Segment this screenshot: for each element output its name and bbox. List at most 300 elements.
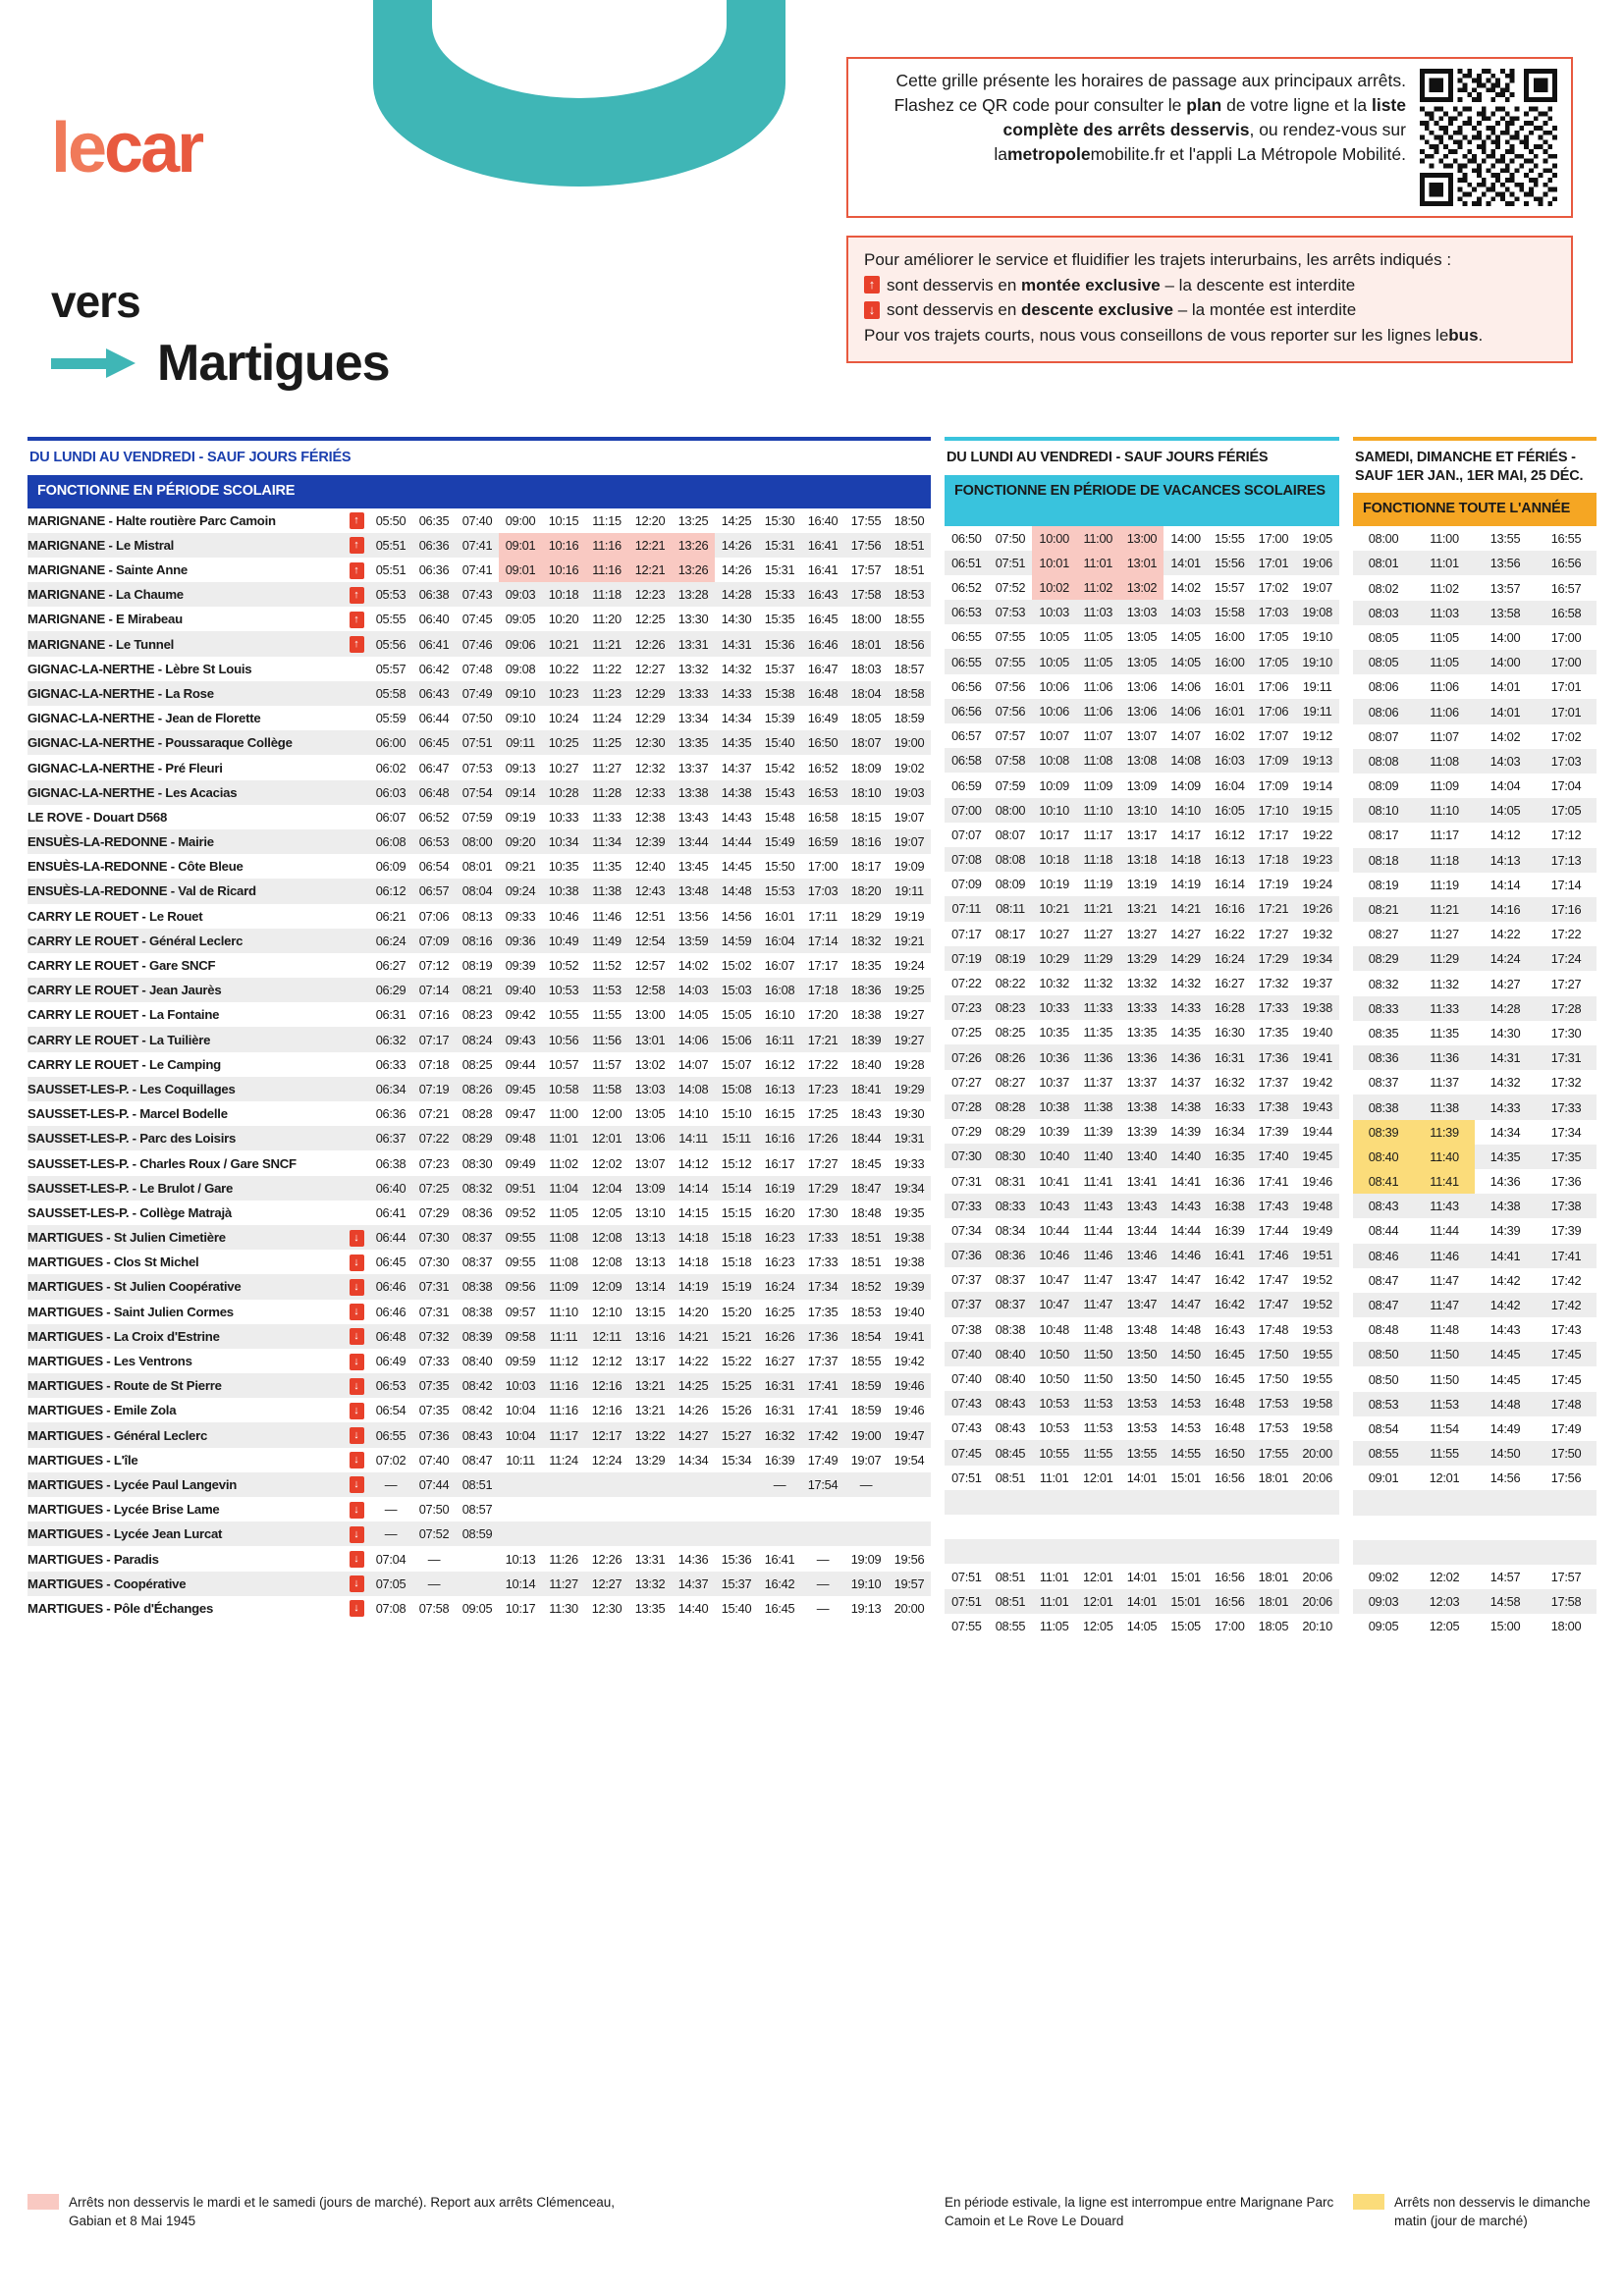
departure-time: 05:58 — [375, 685, 406, 701]
departure-time: 09:55 — [505, 1230, 536, 1246]
departure-time: 11:08 — [1083, 753, 1113, 769]
departure-time: 11:18 — [592, 587, 622, 603]
departure-time: 17:01 — [1550, 704, 1582, 720]
departure-time: 06:00 — [375, 735, 406, 751]
table-row — [27, 755, 931, 779]
departure-time: 11:47 — [1083, 1297, 1113, 1312]
descente-exclusive-icon: ↓ — [344, 1225, 369, 1250]
table-row — [1353, 873, 1597, 897]
table-row — [1353, 946, 1597, 971]
departure-time: 15:14 — [721, 1180, 752, 1196]
departure-time: 07:05 — [375, 1575, 406, 1591]
departure-time: 19:03 — [893, 784, 925, 800]
departure-time: 10:47 — [1039, 1272, 1069, 1288]
departure-time: 13:06 — [1126, 703, 1158, 719]
departure-time: 12:12 — [591, 1354, 623, 1369]
departure-time: 08:50 — [1368, 1347, 1399, 1362]
departure-time: 07:57 — [995, 728, 1026, 744]
departure-time: 13:10 — [1126, 802, 1158, 818]
departure-time: 17:33 — [807, 1230, 839, 1246]
departure-time: 16:43 — [1215, 1321, 1245, 1337]
departure-time: 07:50 — [461, 711, 493, 726]
departure-time: 15:15 — [721, 1204, 752, 1220]
departure-time: 15:05 — [721, 1007, 752, 1023]
departure-time: 08:17 — [1368, 828, 1399, 843]
departure-time: 18:45 — [850, 1155, 882, 1171]
departure-time: 08:37 — [461, 1230, 493, 1246]
departure-time: 19:56 — [893, 1551, 925, 1567]
departure-time: 11:05 — [549, 1204, 578, 1220]
table-row — [27, 1002, 931, 1027]
departure-time — [1536, 1540, 1597, 1565]
departure-time: 11:27 — [549, 1575, 578, 1591]
departure-time: 19:38 — [893, 1230, 925, 1246]
departure-time: 08:01 — [1368, 556, 1399, 571]
table-row — [1353, 1021, 1597, 1045]
departure-time — [844, 1522, 888, 1546]
departure-time: 06:12 — [375, 883, 406, 899]
departure-time: 15:22 — [721, 1354, 752, 1369]
departure-time: 14:01 — [1170, 555, 1201, 570]
departure-time: 08:01 — [461, 859, 493, 875]
departure-time: 17:17 — [807, 958, 839, 974]
departure-time: 08:00 — [461, 834, 493, 850]
departure-time: 14:07 — [1170, 728, 1201, 744]
departure-time: 19:08 — [1302, 605, 1332, 620]
departure-time: 17:58 — [850, 587, 882, 603]
departure-time: 07:32 — [418, 1328, 450, 1344]
departure-time: 09:13 — [505, 760, 536, 775]
departure-time: 14:21 — [677, 1328, 709, 1344]
departure-time: 09:01 — [499, 533, 542, 558]
departure-time: 07:43 — [951, 1396, 982, 1412]
info-bold-plan: plan — [1186, 94, 1222, 115]
qr-code-icon[interactable] — [1420, 69, 1557, 206]
departure-time: 14:15 — [677, 1204, 709, 1220]
table-row — [1353, 699, 1597, 723]
departure-time: 13:43 — [677, 809, 709, 825]
departure-time: 11:55 — [1430, 1446, 1459, 1462]
departure-time: 08:27 — [1368, 927, 1399, 942]
departure-time: 14:09 — [1170, 777, 1201, 793]
departure-time — [585, 1472, 628, 1497]
departure-time: 11:58 — [592, 1081, 622, 1096]
stop-name: SAUSSET-LES-P. - Charles Roux / Gare SNCF — [27, 1155, 297, 1171]
table-row — [1353, 1045, 1597, 1070]
no-pictogram — [344, 879, 369, 903]
departure-time: 10:50 — [1039, 1371, 1069, 1387]
departure-time: 14:44 — [1170, 1222, 1201, 1238]
departure-time: 17:36 — [807, 1328, 839, 1344]
departure-time: 13:16 — [634, 1328, 666, 1344]
departure-time: 17:34 — [807, 1279, 839, 1295]
departure-time: 14:02 — [677, 958, 709, 974]
departure-time: 17:26 — [807, 1131, 839, 1147]
departure-time: 10:06 — [1039, 703, 1069, 719]
departure-time: 19:38 — [893, 1255, 925, 1270]
stop-name: GIGNAC-LA-NERTHE - Lèbre St Louis — [27, 661, 252, 676]
stop-name: SAUSSET-LES-P. - Parc des Loisirs — [27, 1131, 237, 1147]
departure-time: 16:25 — [764, 1304, 795, 1319]
departure-time: 08:18 — [1368, 852, 1399, 868]
departure-time: 12:57 — [634, 958, 666, 974]
departure-time: 12:23 — [634, 587, 666, 603]
departure-time: 10:27 — [1039, 926, 1069, 941]
departure-time: 14:01 — [1489, 679, 1521, 695]
departure-time: 11:53 — [1083, 1396, 1113, 1412]
departure-time: 18:57 — [893, 661, 925, 676]
info-bold-metropole: metropole — [1006, 143, 1091, 164]
departure-time: 13:15 — [634, 1304, 666, 1319]
departure-time: 09:06 — [505, 636, 536, 652]
departure-time: 14:46 — [1170, 1248, 1201, 1263]
departure-time: 15:30 — [764, 512, 795, 528]
departure-time: 09:39 — [505, 958, 536, 974]
departure-time: 07:00 — [951, 802, 982, 818]
departure-time: 17:05 — [1258, 654, 1289, 669]
departure-time: 07:40 — [418, 1452, 450, 1468]
departure-time: 09:45 — [505, 1081, 536, 1096]
departure-time: 13:28 — [677, 587, 709, 603]
departure-time: 14:06 — [1170, 703, 1201, 719]
departure-time: 14:38 — [721, 784, 752, 800]
departure-time — [945, 1539, 989, 1564]
departure-time: 10:04 — [505, 1427, 536, 1443]
departure-time: 14:44 — [721, 834, 752, 850]
logo-le: le — [51, 109, 105, 187]
departure-time: — — [773, 1476, 786, 1492]
stop-name: CARRY LE ROUET - La Fontaine — [27, 1007, 220, 1023]
departure-time: 13:09 — [1126, 777, 1158, 793]
table-row — [27, 1052, 931, 1077]
departure-time: 18:55 — [893, 612, 925, 627]
departure-time: 13:37 — [677, 760, 709, 775]
departure-time: 07:41 — [461, 537, 493, 553]
departure-time: 10:46 — [1039, 1248, 1069, 1263]
departure-time: 17:00 — [1258, 530, 1289, 546]
table-row — [945, 1391, 1339, 1415]
departure-time — [1475, 1540, 1536, 1565]
departure-time: 07:45 — [461, 612, 493, 627]
departure-time: 17:23 — [807, 1081, 839, 1096]
departure-time: 17:22 — [1550, 927, 1582, 942]
departure-time: — — [427, 1551, 441, 1567]
table-row — [1353, 1366, 1597, 1391]
qr-info-text — [862, 69, 1406, 166]
departure-time: 11:50 — [1430, 1347, 1459, 1362]
departure-time: 15:01 — [1170, 1593, 1201, 1609]
departure-time: 17:02 — [1258, 580, 1289, 596]
departure-time: 08:34 — [995, 1222, 1026, 1238]
departure-time: 16:32 — [764, 1427, 795, 1443]
departure-time: 16:48 — [1215, 1420, 1245, 1436]
departure-time: — — [816, 1551, 830, 1567]
departure-time: 11:09 — [1430, 778, 1459, 794]
departure-time — [1252, 1515, 1296, 1539]
departure-time: 17:03 — [1258, 605, 1289, 620]
departure-time: 10:47 — [1039, 1297, 1069, 1312]
departure-time: 11:05 — [1083, 629, 1113, 645]
departure-time: 10:46 — [548, 908, 579, 924]
departure-time: 18:10 — [850, 784, 882, 800]
stop-name: MARTIGUES - La Croix d'Estrine — [27, 1328, 220, 1344]
descente-exclusive-icon: ↓ — [344, 1572, 369, 1596]
departure-time: 11:09 — [1083, 777, 1113, 793]
departure-time: 12:01 — [1429, 1470, 1460, 1486]
departure-time: 12:26 — [634, 636, 666, 652]
footnote-sunday — [1353, 2194, 1608, 2231]
departure-time: 19:11 — [894, 883, 924, 899]
departure-time: 14:31 — [721, 636, 752, 652]
departure-time: 18:20 — [850, 883, 882, 899]
montee-exclusive-icon: ↑ — [344, 508, 369, 533]
table-row — [945, 1614, 1339, 1638]
departure-time: 14:06 — [1170, 678, 1201, 694]
departure-time: 06:57 — [418, 883, 450, 899]
info-part-3: , ou rendez-vous sur la — [994, 119, 1406, 164]
departure-time: 07:09 — [418, 933, 450, 948]
departure-time: 18:40 — [850, 1056, 882, 1072]
stop-name: MARTIGUES - Emile Zola — [27, 1403, 177, 1418]
table-row — [27, 1422, 931, 1447]
departure-time: 14:02 — [1489, 728, 1521, 744]
footnote-a-text: Arrêts non desservis le mardi et le samedi (jours de marché). Report aux arrêts Clémenceau, Gabian et 8 Mai 1945 — [69, 2195, 615, 2228]
departure-time: 08:28 — [995, 1098, 1026, 1114]
departure-time: 14:02 — [1170, 580, 1201, 596]
departure-time: 07:31 — [418, 1304, 450, 1319]
departure-time: 15:31 — [764, 562, 795, 578]
departure-time: 15:19 — [721, 1279, 752, 1295]
departure-time: 13:02 — [634, 1056, 666, 1072]
departure-time: 11:07 — [1430, 728, 1459, 744]
departure-time: 11:16 — [549, 1378, 578, 1394]
departure-time — [1295, 1539, 1339, 1564]
table-row — [945, 1119, 1339, 1144]
departure-time: 17:27 — [807, 1155, 839, 1171]
table-row — [945, 526, 1339, 551]
departure-time: 06:55 — [375, 1427, 406, 1443]
departure-time: 14:35 — [721, 735, 752, 751]
departure-time: 09:56 — [505, 1279, 536, 1295]
departure-time: 07:40 — [461, 512, 493, 528]
schedule-table-vacances — [945, 526, 1339, 1638]
departure-time — [1353, 1490, 1414, 1515]
departure-time: 17:55 — [850, 512, 882, 528]
stop-name: CARRY LE ROUET - Jean Jaurès — [27, 983, 222, 998]
departure-time: 17:32 — [1258, 976, 1289, 991]
departure-time: 19:40 — [893, 1304, 925, 1319]
departure-time: 08:40 — [995, 1346, 1026, 1362]
stop-name: MARTIGUES - Les Ventrons — [27, 1354, 192, 1369]
departure-time: 10:53 — [548, 983, 579, 998]
departure-time: 07:43 — [461, 587, 493, 603]
departure-time: 15:20 — [721, 1304, 752, 1319]
departure-time: 14:53 — [1170, 1420, 1201, 1436]
departure-time: 07:33 — [951, 1198, 982, 1213]
departure-time — [715, 1472, 758, 1497]
table-row — [945, 1366, 1339, 1391]
departure-time: 16:42 — [1215, 1297, 1245, 1312]
departure-time — [1208, 1490, 1252, 1515]
departure-time: 15:57 — [1215, 580, 1245, 596]
departure-time: 17:29 — [1258, 950, 1289, 966]
departure-time: 16:49 — [807, 711, 839, 726]
departure-time: 06:38 — [418, 587, 450, 603]
departure-time: 16:45 — [1215, 1346, 1245, 1362]
departure-time: 17:00 — [1550, 629, 1582, 645]
table-row — [27, 1497, 931, 1522]
departure-time: 10:36 — [1039, 1049, 1069, 1065]
departure-time: 11:53 — [1083, 1420, 1113, 1436]
departure-time: 19:42 — [1302, 1074, 1332, 1090]
departure-time — [715, 1497, 758, 1522]
departure-time: 14:41 — [1170, 1173, 1201, 1189]
departure-time — [758, 1497, 801, 1522]
departure-time: 13:01 — [1120, 551, 1164, 575]
departure-time: 10:53 — [1039, 1396, 1069, 1412]
departure-time: 17:21 — [807, 1032, 839, 1047]
departure-time: 16:46 — [807, 636, 839, 652]
departure-time: 11:02 — [549, 1155, 578, 1171]
departure-time: 08:30 — [995, 1148, 1026, 1164]
departure-time: 08:46 — [1368, 1248, 1399, 1263]
departure-time: 08:29 — [461, 1131, 493, 1147]
table-row — [1353, 1293, 1597, 1317]
departure-time: 19:09 — [850, 1551, 882, 1567]
departure-time: 11:17 — [549, 1427, 578, 1443]
departure-time: 10:56 — [548, 1032, 579, 1047]
departure-time: 15:50 — [764, 859, 795, 875]
table-row — [27, 1077, 931, 1101]
departure-time: 18:59 — [850, 1403, 882, 1418]
departure-time: 14:39 — [1170, 1124, 1201, 1140]
departure-time: 09:02 — [1368, 1570, 1399, 1585]
table-row — [1353, 1565, 1597, 1589]
departure-time: 18:05 — [850, 711, 882, 726]
departure-time — [945, 1490, 989, 1515]
departure-time: 14:50 — [1170, 1371, 1201, 1387]
departure-time: 11:02 — [1430, 580, 1459, 596]
departure-time: 14:34 — [1489, 1124, 1521, 1140]
departure-time: 15:49 — [764, 834, 795, 850]
departure-time: 14:45 — [1489, 1371, 1521, 1387]
departure-time: 08:47 — [461, 1452, 493, 1468]
departure-time: 09:48 — [505, 1131, 536, 1147]
departure-time: 13:13 — [634, 1255, 666, 1270]
departure-time: 19:27 — [893, 1007, 925, 1023]
departure-time: 14:34 — [677, 1452, 709, 1468]
departure-time: 05:57 — [375, 661, 406, 676]
column-c-band: FONCTIONNE TOUTE L'ANNÉE — [1353, 493, 1597, 526]
departure-time: 13:14 — [634, 1279, 666, 1295]
departure-time: 11:01 — [1430, 556, 1459, 571]
departure-time: 12:58 — [634, 983, 666, 998]
departure-time: 08:11 — [996, 901, 1025, 917]
departure-time: 17:48 — [1550, 1396, 1582, 1412]
stop-name: CARRY LE ROUET - Le Rouet — [27, 908, 203, 924]
departure-time: 08:48 — [1368, 1322, 1399, 1338]
departure-time: 13:21 — [634, 1403, 666, 1418]
departure-time: 19:34 — [893, 1180, 925, 1196]
departure-time: 08:36 — [461, 1204, 493, 1220]
departure-time: 06:29 — [375, 983, 406, 998]
departure-time — [1120, 1490, 1164, 1515]
departure-time: 16:50 — [807, 735, 839, 751]
departure-time: 06:46 — [375, 1304, 406, 1319]
pictogram-legend-box — [846, 236, 1573, 363]
departure-time: 12:01 — [1083, 1469, 1113, 1485]
departure-time: 10:11 — [506, 1452, 535, 1468]
departure-time: 14:33 — [721, 685, 752, 701]
departure-time: 16:59 — [807, 834, 839, 850]
departure-time: 07:41 — [461, 562, 493, 578]
departure-time: 11:23 — [592, 685, 622, 701]
departure-time: 13:58 — [1489, 605, 1521, 620]
departure-time: 14:59 — [721, 933, 752, 948]
legend-montee-text: sont desservis en montée exclusive – la descente est interdite — [887, 275, 1356, 294]
departure-time: 07:59 — [461, 809, 493, 825]
departure-time: 17:01 — [1550, 679, 1582, 695]
no-pictogram — [344, 1176, 369, 1201]
table-row — [945, 1564, 1339, 1588]
departure-time: 11:15 — [592, 512, 622, 528]
departure-time: 18:59 — [850, 1378, 882, 1394]
destination-name: Martigues — [157, 335, 390, 392]
departure-time: 14:34 — [721, 711, 752, 726]
table-row — [945, 971, 1339, 995]
descente-exclusive-icon: ↓ — [344, 1422, 369, 1447]
departure-time: 11:06 — [1430, 704, 1459, 720]
departure-time: 08:07 — [1368, 728, 1399, 744]
departure-time: 12:16 — [591, 1403, 623, 1418]
departure-time: 16:33 — [1215, 1098, 1245, 1114]
departure-time: 19:57 — [893, 1575, 925, 1591]
departure-time: 16:58 — [807, 809, 839, 825]
departure-time: 18:01 — [1258, 1569, 1289, 1584]
departure-time: 18:29 — [850, 908, 882, 924]
departure-time: 09:08 — [505, 661, 536, 676]
table-row — [945, 1589, 1339, 1614]
departure-time: 11:36 — [1430, 1050, 1459, 1066]
montee-exclusive-icon: ↑ — [344, 533, 369, 558]
departure-time: 07:11 — [951, 901, 982, 917]
departure-time: 10:16 — [542, 558, 585, 582]
departure-time: 11:06 — [1430, 679, 1459, 695]
departure-time: 16:56 — [1215, 1569, 1245, 1584]
departure-time — [542, 1522, 585, 1546]
departure-time: 11:55 — [592, 1007, 622, 1023]
departure-time: 12:11 — [592, 1328, 622, 1344]
departure-time: 19:02 — [893, 760, 925, 775]
table-row — [945, 922, 1339, 946]
departure-time: 13:03 — [634, 1081, 666, 1096]
stop-name: MARTIGUES - L'île — [27, 1452, 138, 1468]
departure-time: 08:38 — [461, 1279, 493, 1295]
departure-time: 09:01 — [1368, 1470, 1399, 1486]
info-part-4: mobilite.fr et l'appli La Métropole Mobilité. — [1090, 143, 1406, 164]
departure-time: 07:33 — [418, 1354, 450, 1369]
no-pictogram — [344, 1002, 369, 1027]
departure-time: 09:20 — [505, 834, 536, 850]
departure-time: 06:49 — [375, 1354, 406, 1369]
departure-time: 14:28 — [1489, 1000, 1521, 1016]
departure-time: 08:24 — [461, 1032, 493, 1047]
departure-time: 06:03 — [375, 784, 406, 800]
departure-time: 14:43 — [1489, 1322, 1521, 1338]
departure-time: 08:08 — [995, 852, 1026, 868]
departure-time: 17:11 — [808, 908, 838, 924]
departure-time: 13:32 — [634, 1575, 666, 1591]
